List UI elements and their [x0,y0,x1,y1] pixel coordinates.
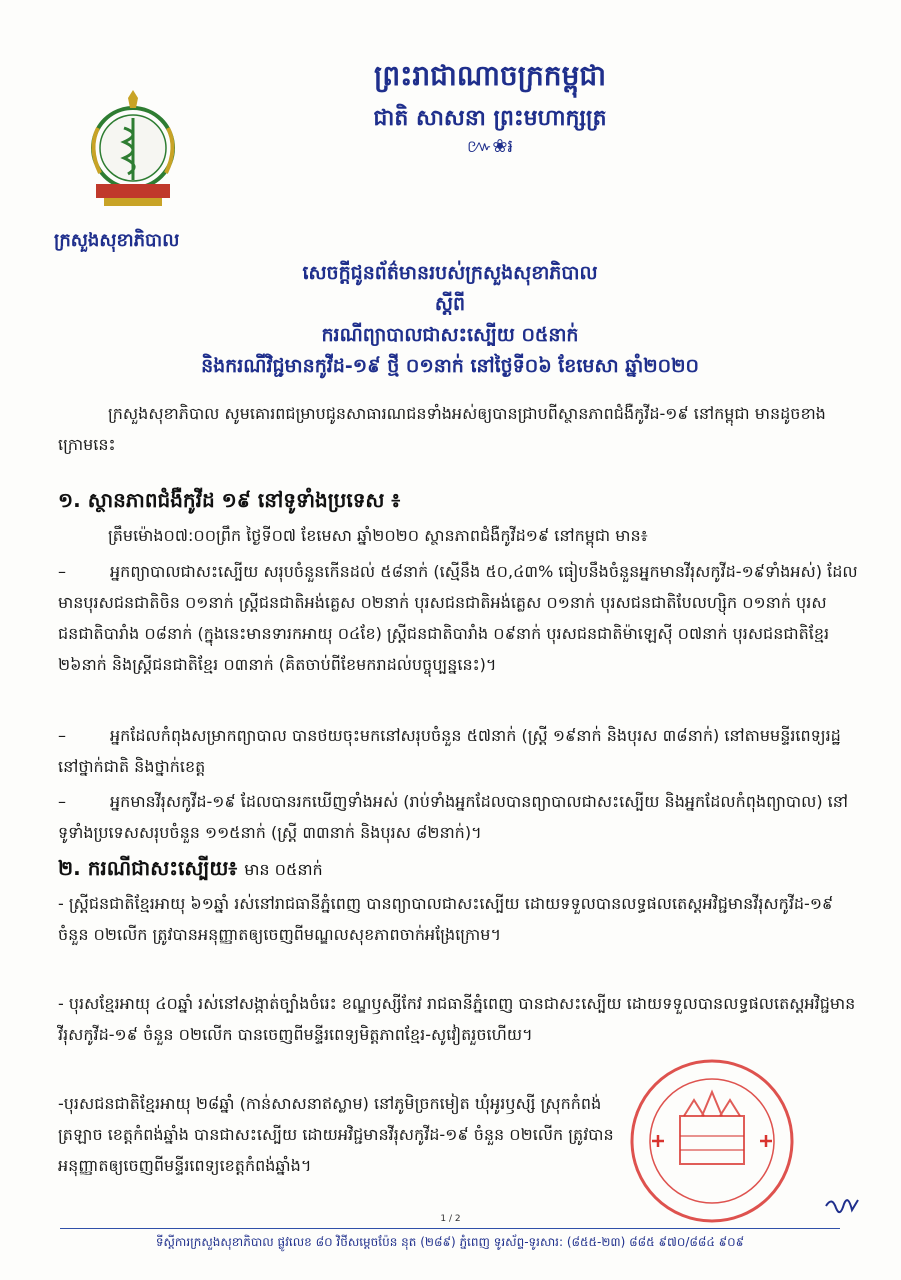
section-1-item-2-text: អ្នកដែលកំពុងសម្រាកព្យាបាល បានថយចុះមកនៅសរុបចំនួន ៥៧នាក់ (ស្ត្រី ១៩នាក់ និងបុរស ៣៨នាក់) នៅតាមមន្ទីរពេទ្យរដ្ឋនៅថ្នាក់ជាតិ និងថ្នាក់ខេត្ត [58,726,841,776]
section-2-count: មាន ០៥នាក់ [244,860,323,879]
page-number: 1 / 2 [440,1214,461,1224]
document-title [80,258,820,382]
section-1-item-2 [58,720,858,782]
title-line-3: ករណីព្យាបាលជាសះស្បើយ ០៥នាក់ [321,324,579,346]
footer-divider [60,1228,840,1229]
title-line-2: ស្តីពី [434,293,466,315]
intro-paragraph: ក្រសួងសុខាភិបាល សូមគោរពជម្រាបជូនសាធារណជនទាំងអស់ឲ្យបានជ្រាបពីស្ថានភាពជំងឺកូវីដ-១៩ នៅកម្ពុជា មានដូចខាងក្រោមនេះ [58,404,826,454]
section-1-item-3-text: អ្នកមានវីរុសកូវីដ-១៩ ដែលបានរកឃើញទាំងអស់ (រាប់ទាំងអ្នកដែលបានព្យាបាលជាសះស្បើយ និងអ្នកដែលកំពុងព្យាបាល) នៅទូទាំងប្រទេសសរុបចំនួន ១១៥នាក់ (ស្ត្រី ៣៣នាក់ និងបុរស ៨២នាក់)។ [58,792,848,842]
section-1-item-1-text: អ្នកព្យាបាលជាសះស្បើយ សរុបចំនួនកើនដល់ ៥៨នាក់ (ស្មើនឹង ៥០,៤៣% ធៀបនឹងចំនួនអ្នកមានវីរុសកូវីដ-១៩ទាំងអស់) ដែលមានបុរសជនជាតិចិន ០១នាក់ ស្ត្រីជនជាតិអង់គ្លេស ០២នាក់ បុរសជនជាតិអង់គ្លេស ០១នាក់ បុរសជនជាតិបែលហ្ស៊ិក ០១នាក់ បុរសជនជាតិបារាំង ០៨នាក់ (ក្នុងនេះមានទារកអាយុ ០៤ខែ) ស្ត្រីជនជាតិបារាំង ០៩នាក់ បុរសជនជាតិម៉ាឡេស៊ី ០៧នាក់ បុរសជនជាតិខ្មែរ ២៦នាក់ និងស្ត្រីជនជាតិខ្មែរ ០៣នាក់ (គិតចាប់ពីខែមករាដល់បច្ចុប្បន្ននេះ)។ [58,562,858,674]
kingdom-heading: ព្រះរាជាណាចក្រកម្ពុជា [373,59,606,92]
dash-marker: – [58,792,66,811]
section-2-item-1: - ស្ត្រីជនជាតិខ្មែរអាយុ ៦១ឆ្នាំ រស់នៅរាជធានីភ្នំពេញ បានព្យាបាលជាសះស្បើយ ដោយទទួលបានលទ្ធផលតេស្តអវិជ្ជមានវីរុសកូវីដ-១៩ ចំនួន ០២លើក ត្រូវបានអនុញ្ញាតឲ្យចេញពីមណ្ឌលសុខភាពចាក់អង្រែក្រោម។ [58,894,834,944]
ornament-divider: ៚❀៛ [466,136,514,157]
footer-address: ទីស្តីការក្រសួងសុខាភិបាល ផ្លូវលេខ ៨០ វិថីសម្តេចប៉ែន នុត (២៨៩) ភ្នំពេញ ទូរស័ព្ទ-ទូរសារ: (៨៥៥-២៣) ៨៨៥ ៩៧០/៨៨៤ ៩០៩ [155,1235,745,1249]
section-2-heading-text: ២. ករណីជាសះស្បើយ៖ [58,856,238,880]
section-2-item-3: -បុរសជនជាតិខ្មែរអាយុ ២៨ឆ្នាំ (កាន់សាសនាឥស្លាម) នៅភូមិច្រកមៀត ឃុំអូរឫស្សី ស្រុកកំពង់ត្រឡាច ខេត្តកំពង់ឆ្នាំង បានជាសះស្បើយ ដោយអវិជ្ជមានវីរុសកូវីដ-១៩ ចំនួន ០២លើក ត្រូវបានអនុញ្ញាតឲ្យចេញពីមន្ទីរពេទ្យខេត្តកំពង់ឆ្នាំង។ [58,1094,614,1175]
section-2-heading [58,852,858,886]
section-1-item-3 [58,786,858,848]
section-2-item-2: - បុរសខ្មែរអាយុ ៤០ឆ្នាំ រស់នៅសង្កាត់ច្បាំងចំរេះ ខណ្ឌឫស្សីកែវ រាជធានីភ្នំពេញ បានជាសះស្បើយ ដោយទទួលបានលទ្ធផលតេស្តអវិជ្ជមានវីរុសកូវីដ-១៩ ចំនួន ០២លើក បានចេញពីមន្ទីរពេទ្យមិត្តភាពខ្មែរ-សូវៀតរួចហើយ។ [58,994,856,1044]
official-stamp-icon [622,1056,802,1226]
dash-marker: – [58,562,66,581]
section-1-item-1 [58,556,858,680]
national-motto: ជាតិ សាសនា ព្រះមហាក្សត្រ [373,106,607,131]
section-1-lead: ត្រឹមម៉ោង០៧:០០ព្រឹក ថ្ងៃទី០៧ ខែមេសា ឆ្នាំ២០២០ ស្ថានភាពជំងឺកូវីដ១៩ នៅកម្ពុជា មាន៖ [108,526,648,545]
section-1-heading: ១. ស្ថានភាពជំងឺកូវីដ ១៩ នៅទូទាំងប្រទេស ៖ [58,488,401,512]
ministry-name: ក្រសួងសុខាភិបាល [54,230,180,251]
title-line-1: សេចក្តីជូនព័ត៌មានរបស់ក្រសួងសុខាភិបាល [302,262,598,284]
dash-marker: – [58,726,66,745]
ministry-logo-icon [78,88,188,218]
title-line-4: និងករណីវិជ្ជមានកូវីដ-១៩ ថ្មី ០១នាក់ នៅថ្ងៃទី០៦ ខែមេសា ឆ្នាំ២០២០ [201,355,699,377]
